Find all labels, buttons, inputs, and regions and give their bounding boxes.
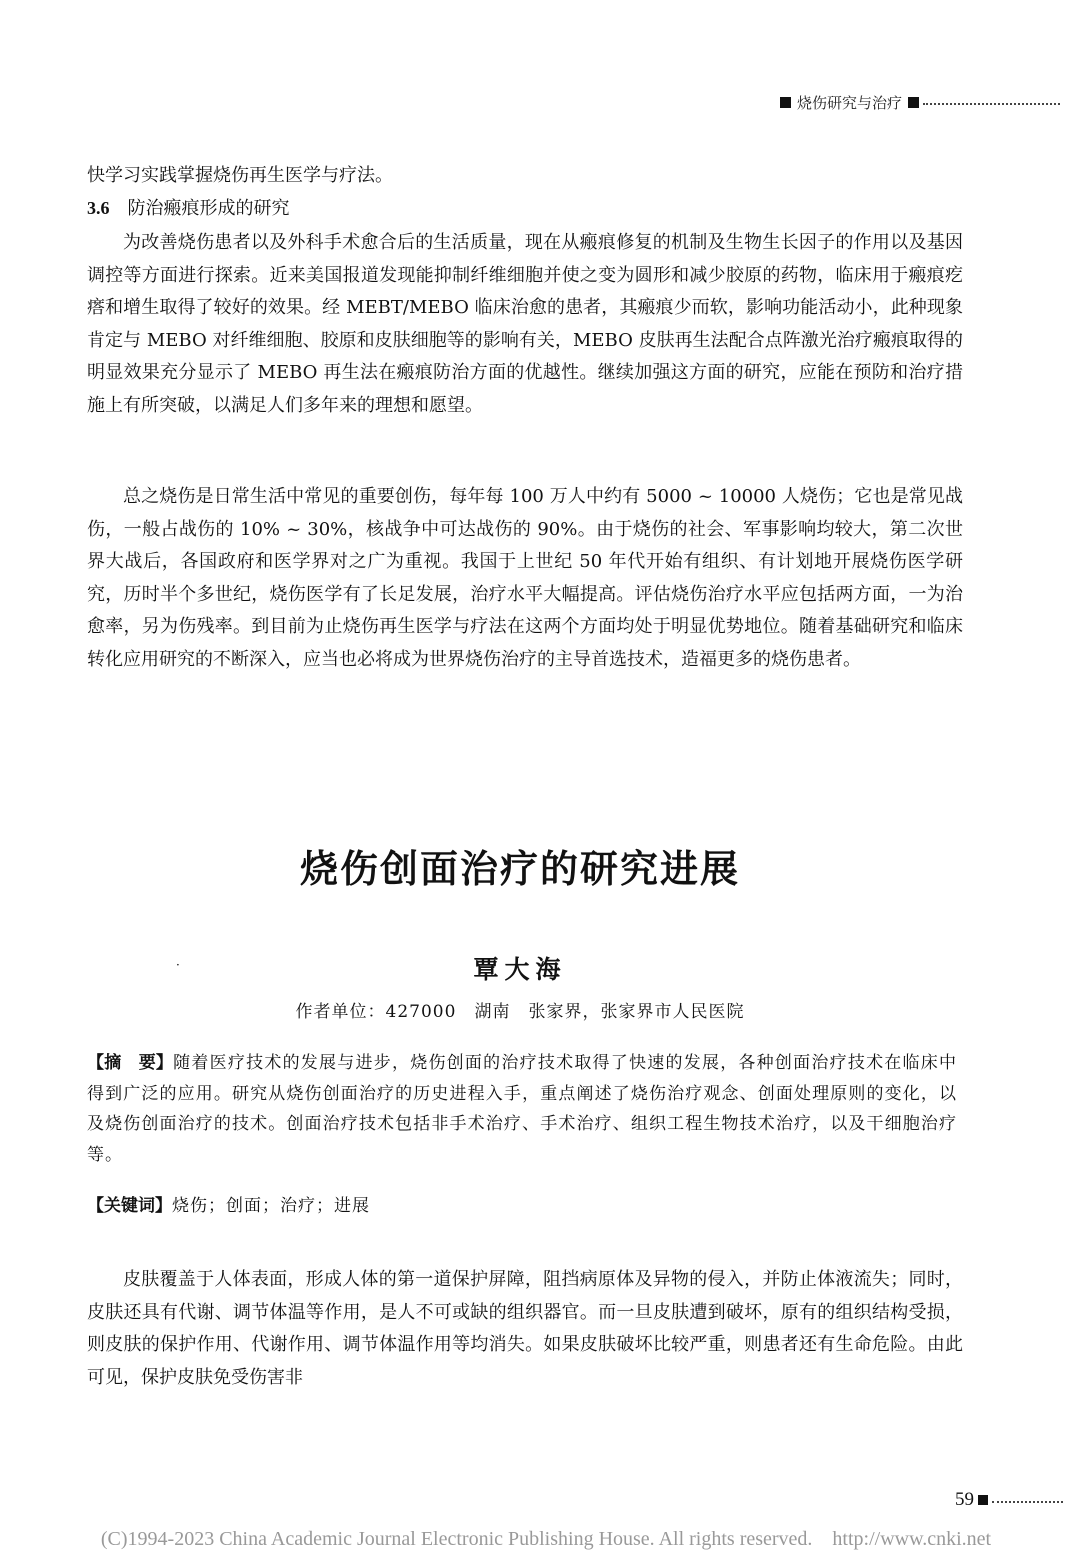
abstract-text: 随着医疗技术的发展与进步，烧伤创面的治疗技术取得了快速的发展，各种创面治疗技术在临床中得到广泛的应用。研究从烧伤创面治疗的历史进程入手，重点阐述了烧伤治疗观念、创面处理原则的变化，以及烧伤创面治疗的技术。创面治疗技术包括非手术治疗、手术治疗、组织工程生物技术治疗，以及干细胞治疗等。 [87,1053,957,1165]
section-heading [87,192,290,226]
dotted-rule [992,1501,1063,1503]
page-number-block [955,1487,1063,1513]
running-header [780,90,1060,114]
keywords-label: 【关键词】 [87,1196,172,1216]
article-title: 烧伤创面治疗的研究进展 [299,847,740,891]
dotted-rule [923,103,1060,105]
keywords [87,1191,957,1221]
stray-mark: · [176,958,180,972]
continued-paragraph: 快学习实践掌握烧伤再生医学与疗法。 [87,165,393,186]
abstract-label: 【摘 要】 [87,1053,174,1073]
square-bullet-icon [908,97,919,108]
section-title: 防治瘢痕形成的研究 [127,198,290,219]
section-number: 3.6 [87,198,110,218]
paragraph-conclusion: 总之烧伤是日常生活中常见的重要创伤，每年每 100 万人中约有 5000 ~ 10000 人烧伤；它也是常见战伤，一般占战伤的 10% ~ 30%，核战争中可达战伤的 90%。由于烧伤的社会、军事影响均较大，第二次世界大战后，各国政府和医学界对之广为重视。我国于上世纪 50 年代开始有组织、有计划地开展烧伤医学研究，历时半个多世纪，烧伤医学有了长足发展，治疗水平大幅提高。评估烧伤治疗水平应包括两方面，一为治愈率，另为伤残率。到目前为止烧伤再生医学与疗法在这两个方面均处于明显优势地位。随着基础研究和临床转化应用研究的不断深入，应当也必将成为世界烧伤治疗的主导首选技术，造福更多的烧伤患者。 [87,486,963,670]
square-bullet-icon [978,1495,988,1505]
running-title: 烧伤研究与治疗 [797,93,903,112]
author-affiliation: 作者单位：427000 湖南 张家界，张家界市人民医院 [295,1002,745,1022]
abstract [87,1048,957,1170]
author-name: 覃大海 [473,955,567,984]
copyright-watermark: (C)1994-2023 China Academic Journal Electronic Publishing House. All rights reserved. http://www.cnki.net [100,1528,992,1550]
page-number: 59 [955,1489,974,1510]
paragraph-scar-research: 为改善烧伤患者以及外科手术愈合后的生活质量，现在从瘢痕修复的机制及生物生长因子的作用以及基因调控等方面进行探索。近来美国报道发现能抑制纤维细胞并使之变为圆形和减少胶原的药物，临床用于瘢痕疙瘩和增生取得了较好的效果。经 MEBT/MEBO 临床治愈的患者，其瘢痕少而软，影响功能活动小，此种现象肯定与 MEBO 对纤维细胞、胶原和皮肤细胞等的影响有关，MEBO 皮肤再生法配合点阵激光治疗瘢痕取得的明显效果充分显示了 MEBO 再生法在瘢痕防治方面的优越性。继续加强这方面的研究，应能在预防和治疗措施上有所突破，以满足人们多年来的理想和愿望。 [87,232,963,416]
body-paragraph: 皮肤覆盖于人体表面，形成人体的第一道保护屏障，阻挡病原体及异物的侵入，并防止体液流失；同时，皮肤还具有代谢、调节体温等作用，是人不可或缺的组织器官。而一旦皮肤遭到破坏，原有的组织结构受损，则皮肤的保护作用、代谢作用、调节体温作用等均消失。如果皮肤破坏比较严重，则患者还有生命危险。由此可见，保护皮肤免受伤害非 [87,1269,963,1388]
square-bullet-icon [780,97,791,108]
keywords-text: 烧伤；创面；治疗；进展 [172,1196,370,1216]
